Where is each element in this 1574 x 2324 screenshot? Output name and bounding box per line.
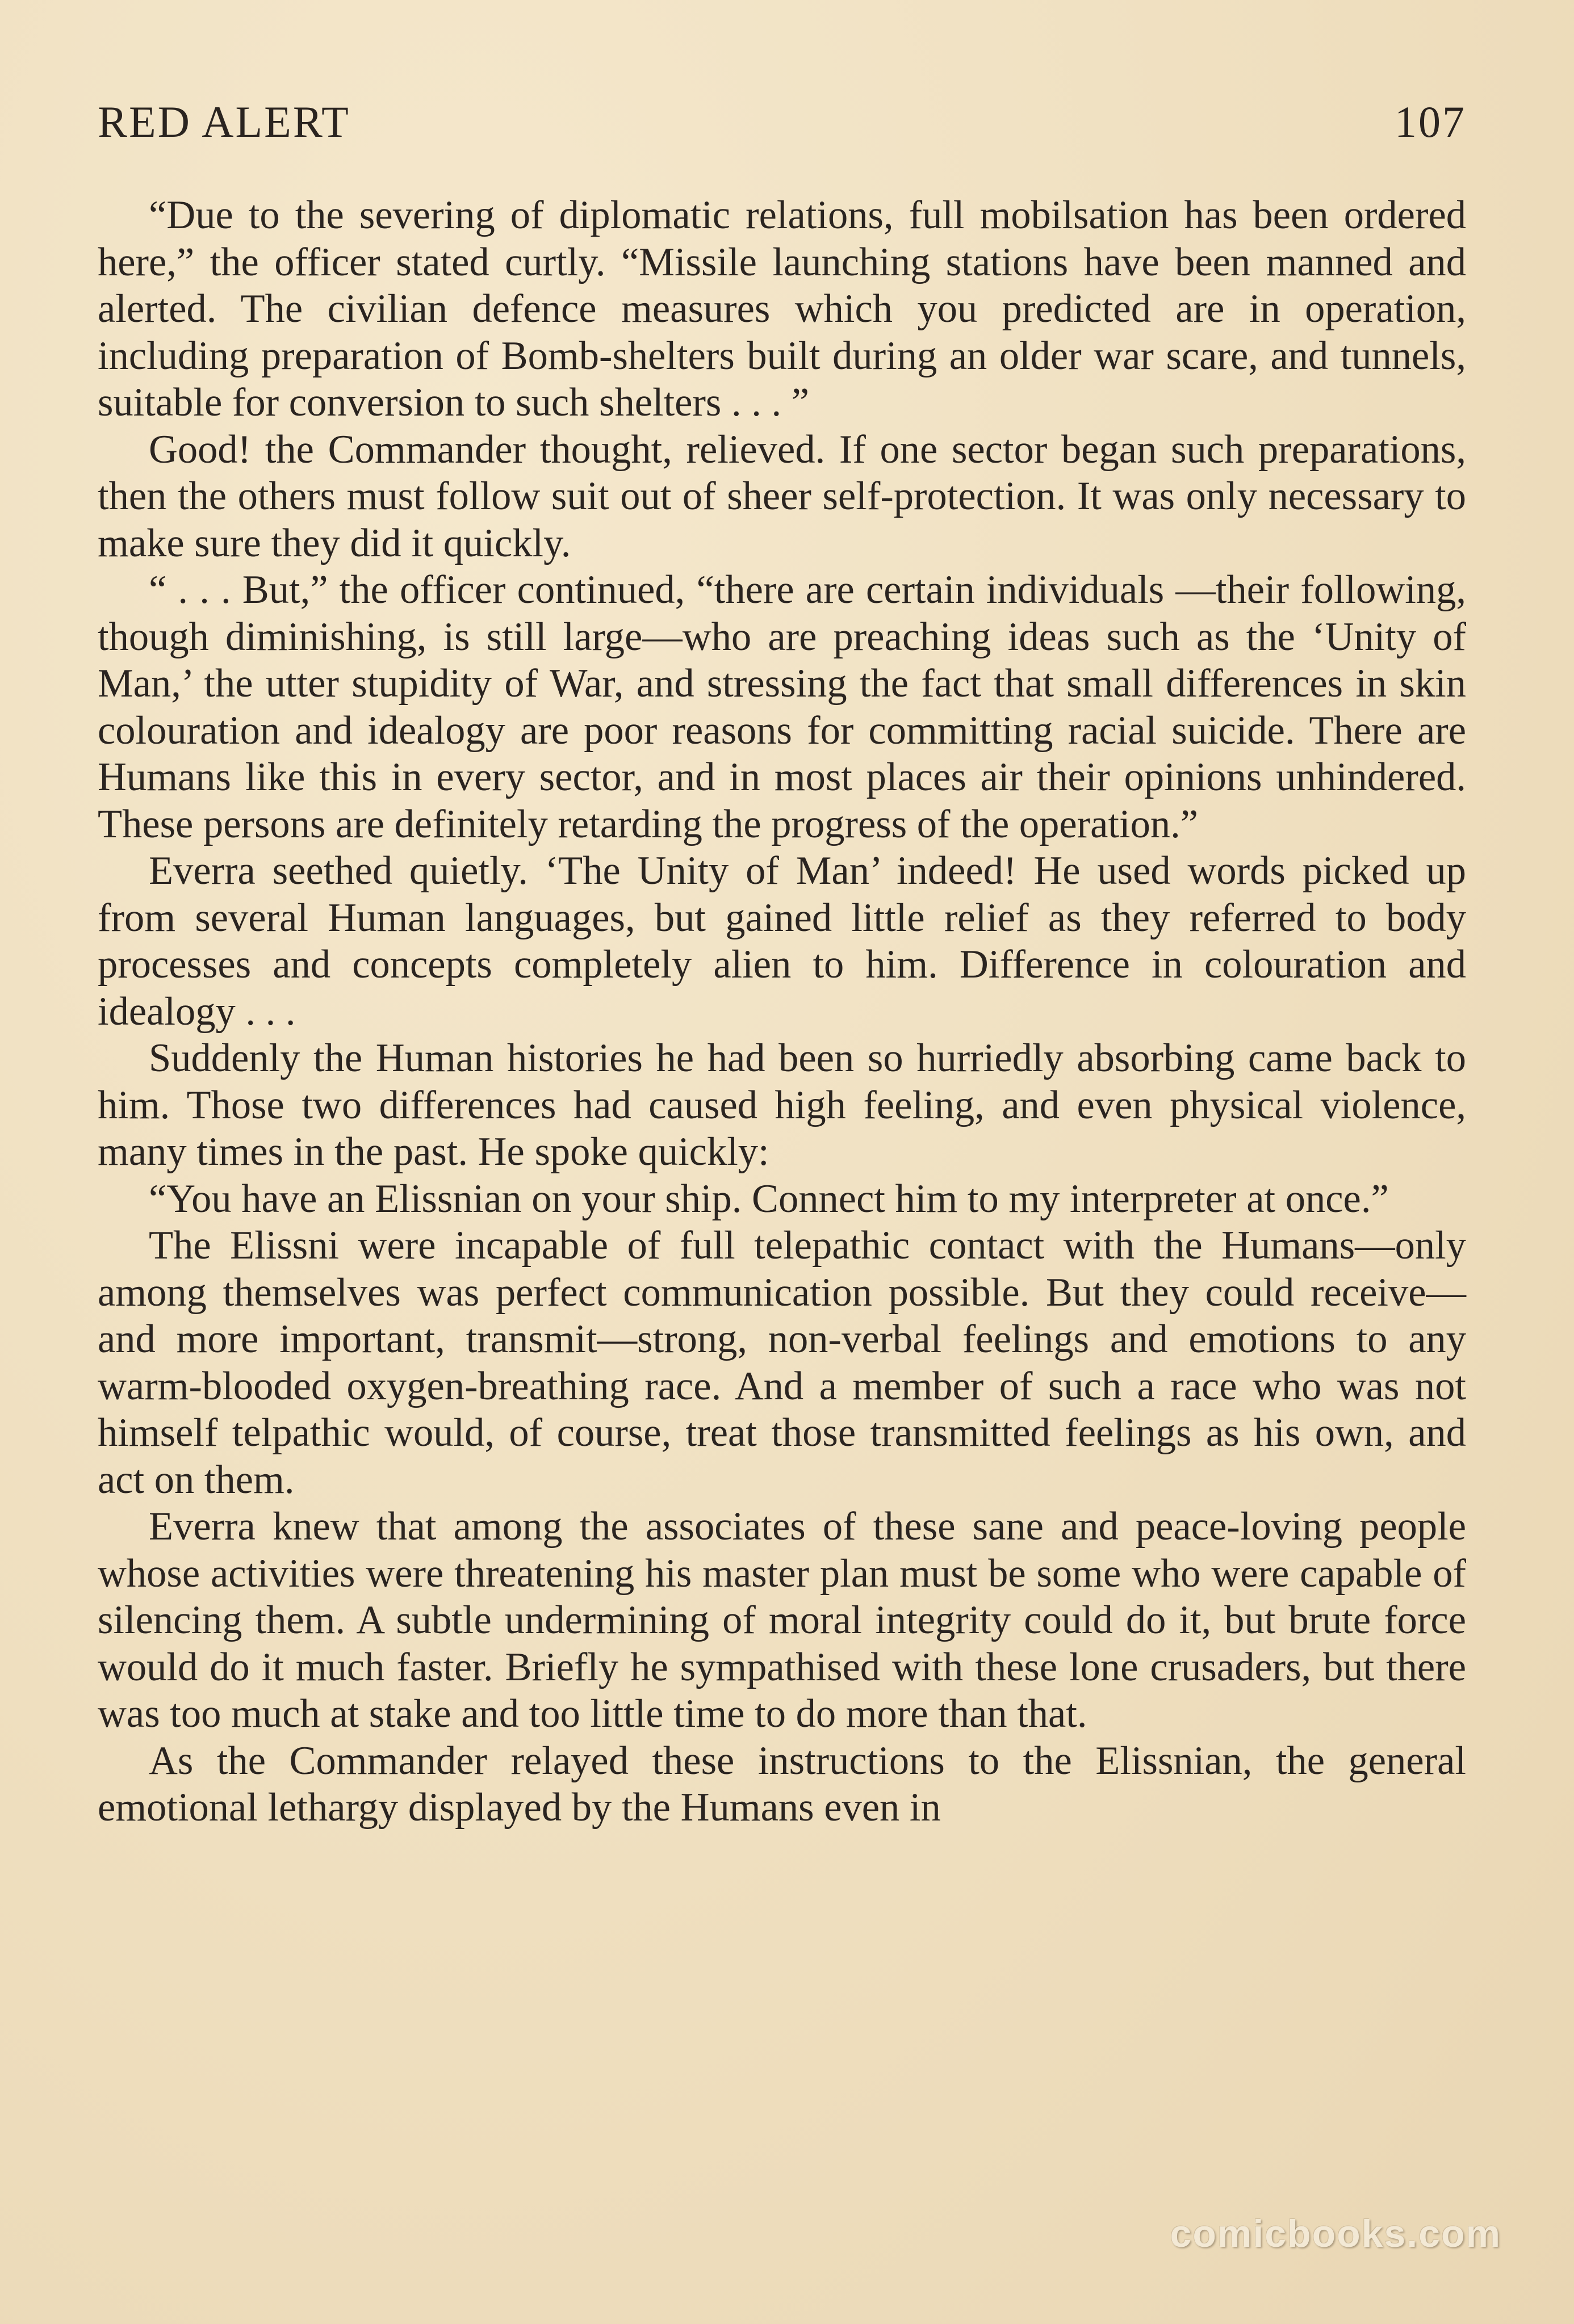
paragraph-6: “You have an Elissnian on your ship. Connect him to my interpreter at once.” [149, 1176, 1389, 1221]
paragraph-3: “ . . . But,” the officer continued, “there are certain individuals —their following, though diminishing, is still large—who are preaching ideas such as the ‘Unity of Man,’ the utter stupidity of War, and stressing the fact that small differences in skin colouration and idealogy are poor reasons for committing racial suicide. There are Humans like this in every sector, and in most places air their opinions unhindered. These persons are definitely retarding the progress of the operation.” [98, 568, 1466, 846]
paragraph-1: “Due to the severing of diplomatic relations, full mobilsation has been ordered here,” the officer stated curtly. “Missile launching stations have been manned and alerted. The civilian defence measures which you predicted are in operation, including preparation of Bomb-shelters built during an older war scare, and tunnels, suitable for conversion to such shelters . . . ” [98, 193, 1466, 425]
paragraph-4: Everra seethed quietly. ‘The Unity of Man’ indeed! He used words picked up from several Human languages, but gained little relief as they referred to body processes and concepts completely alien to him. Difference in colouration and idealogy . . . [98, 849, 1466, 1034]
paragraph-8: Everra knew that among the associates of these sane and peace-loving people whose activities were threatening his master plan must be some who were capable of silencing them. A subtle undermining of moral integrity could do it, but brute force would do it much faster. Briefly he sympathised with these lone crusaders, but there was too much at stake and too little time to do more than that. [98, 1504, 1466, 1736]
running-head [98, 97, 1466, 159]
paragraph-9: As the Commander relayed these instructions to the Elissnian, the general emotional lethargy displayed by the Humans even in [98, 1738, 1466, 1830]
running-title: RED ALERT [98, 97, 350, 146]
paragraph-5: Suddenly the Human histories he had been so hurriedly absorbing came back to him. Those two differences had caused high feeling, and even physical violence, many times in the past. He spoke quickly: [98, 1036, 1466, 1174]
paragraph-2: Good! the Commander thought, relieved. If one sector began such preparations, then the others must follow suit out of sheer self-protection. It was only necessary to make sure they did it quickly. [98, 427, 1466, 565]
page-number: 107 [1395, 97, 1466, 146]
paragraph-7: The Elissni were incapable of full telepathic contact with the Humans—only among themselves was perfect communication possible. But they could receive—and more important, transmit—strong, non-verbal feelings and emotions to any warm-blooded oxygen-breathing race. And a member of such a race who was not himself telpathic would, of course, treat those transmitted feelings as his own, and act on them. [98, 1223, 1466, 1502]
watermark: comicbooks.com [1170, 2212, 1501, 2255]
body-text [98, 192, 1466, 1831]
